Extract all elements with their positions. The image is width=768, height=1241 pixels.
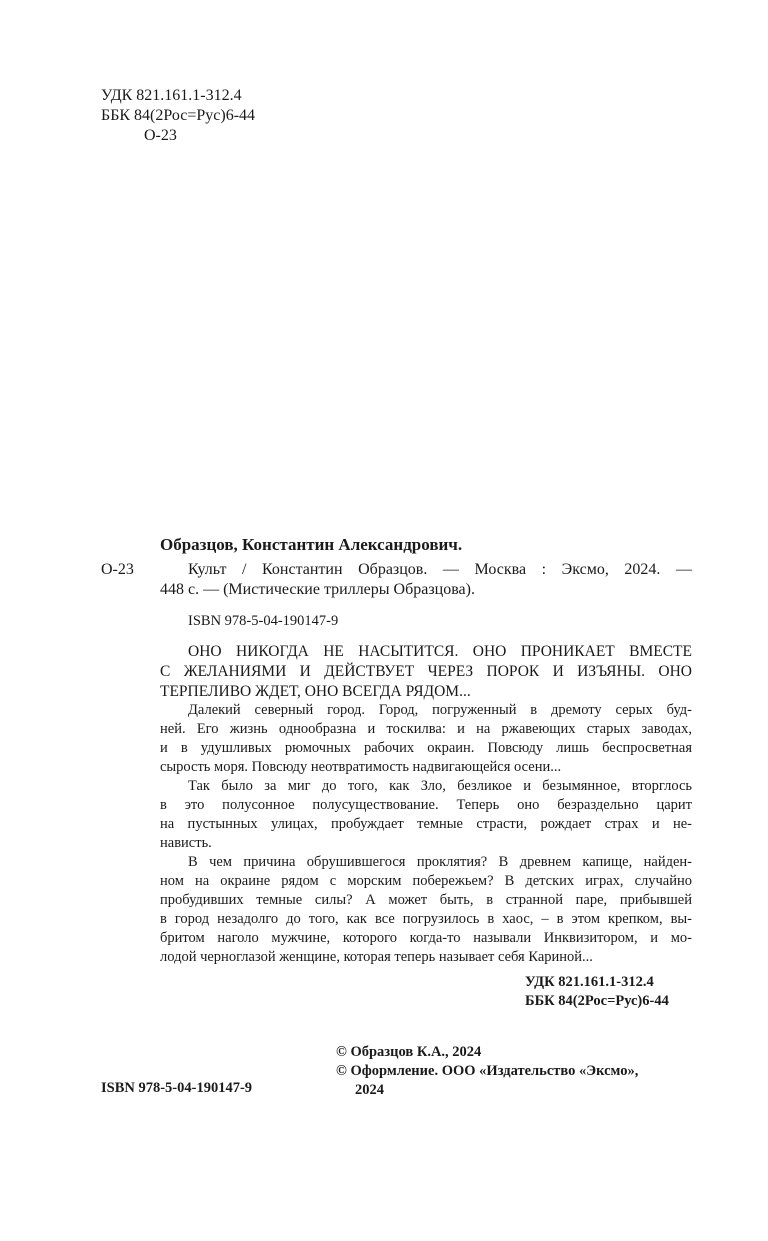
annotation-line: бритом наголо мужчине, которого когда-то называли Инквизитором, и мо- <box>160 930 692 946</box>
bib-line-2: 448 с. — (Мистические триллеры Образцова). <box>160 581 475 598</box>
bbk-code-bottom: ББК 84(2Рос=Рус)6-44 <box>525 993 669 1009</box>
annotation-paragraph-3 <box>160 853 692 967</box>
annotation-line: Далекий северный город. Город, погруженный в дремоту серых буд- <box>188 702 692 718</box>
annotation-line: пробудивших темные силы? А может быть, в странной паре, прибывшей <box>160 892 692 908</box>
copyright-author: © Образцов К.А., 2024 <box>336 1044 482 1060</box>
annotation-line: сырость моря. Повсюду неотвратимость надвигающейся осени... <box>160 759 562 775</box>
annotation-line: ОНО НИКОГДА НЕ НАСЫТИТСЯ. ОНО ПРОНИКАЕТ ВМЕСТЕ <box>188 643 692 660</box>
annotation-line: в это полусонное полусуществование. Теперь оно безраздельно царит <box>160 797 692 813</box>
annotation-line: В чем причина обрушившегося проклятия? В древнем капище, найден- <box>188 854 692 870</box>
bbk-code: ББК 84(2Рос=Рус)6-44 <box>101 107 256 124</box>
annotation-paragraph-1 <box>160 701 692 777</box>
author-heading: Образцов, Константин Александрович. <box>160 535 463 554</box>
bib-isbn: ISBN 978-5-04-190147-9 <box>188 613 339 629</box>
bib-line-1: Культ / Константин Образцов. — Москва : Эксмо, 2024. — <box>188 561 692 578</box>
copyright-year: 2024 <box>355 1082 384 1098</box>
annotation-line: в город незадолго до того, как все погрузилось в хаос, – в этом крепком, вы- <box>160 911 692 927</box>
annotation-line: лодой черноглазой женщине, которая теперь называет себя Кариной... <box>160 949 593 965</box>
annotation-tagline <box>160 642 692 702</box>
copyright-design: © Оформление. ООО «Издательство «Эксмо», <box>336 1063 639 1079</box>
udk-code-bottom: УДК 821.161.1-312.4 <box>525 974 654 990</box>
annotation-line: С ЖЕЛАНИЯМИ И ДЕЙСТВУЕТ ЧЕРЕЗ ПОРОК И ИЗЪЯНЫ. ОНО <box>160 663 692 680</box>
udk-code: УДК 821.161.1-312.4 <box>101 87 242 104</box>
annotation-line: ней. Его жизнь однообразна и тоскилва: и на ржавеющих старых заводах, <box>160 721 692 737</box>
annotation-line: и в удушливых рюмочных рабочих окраин. Повсюду лишь беспросветная <box>160 740 692 756</box>
annotation-line: Так было за миг до того, как Зло, безликое и безымянное, вторглось <box>188 778 692 794</box>
annotation-line: на пустынных улицах, пробуждает темные страсти, рождает страх и не- <box>160 816 692 832</box>
bib-description <box>188 560 692 580</box>
annotation-line: ТЕРПЕЛИВО ЖДЕТ, ОНО ВСЕГДА РЯДОМ... <box>160 683 471 700</box>
annotation-line: нависть. <box>160 835 212 851</box>
annotation-line: ном на окраине рядом с морским побережьем? В детских играх, случайно <box>160 873 692 889</box>
cutter-mark: О-23 <box>101 561 134 578</box>
annotation-paragraph-2 <box>160 777 692 853</box>
cutter-code: О-23 <box>144 127 177 144</box>
isbn-bottom: ISBN 978-5-04-190147-9 <box>101 1080 253 1096</box>
